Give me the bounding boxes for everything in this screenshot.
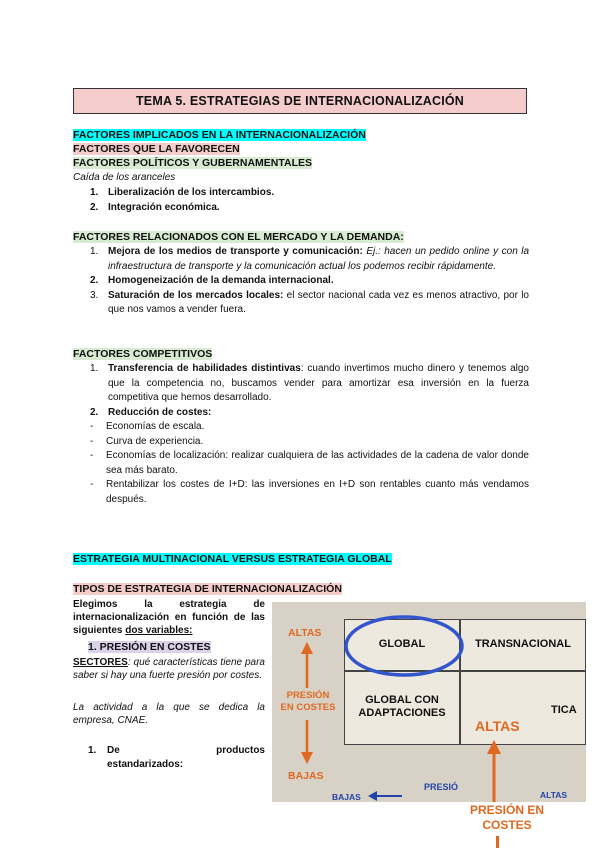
cell-tica: TICA	[551, 704, 577, 716]
label-bajas-left: BAJAS	[288, 770, 324, 782]
section-heading-competitivos: FACTORES COMPETITIVOS	[73, 348, 213, 360]
section-heading-multinacional: ESTRATEGIA MULTINACIONAL VERSUS ESTRATEGIA GLOBAL	[73, 553, 392, 565]
label-bajas-bottom: BAJAS	[332, 792, 361, 802]
list-item: 2. Integración económica.	[90, 201, 220, 213]
list-item: 1. Transferencia de habilidades distintivas: cuando invertimos mucho dinero y tenemos algo que la competencia no, buscamos vender para amortizar esa inversión en la fuerza competitiva que hemos desarrollado.	[90, 363, 529, 403]
list-competitivos	[73, 362, 529, 507]
list-mercado	[73, 245, 529, 318]
item-productos-estandarizados: 1. De productos estandarizados:	[88, 745, 265, 770]
label-presion-left: PRESIÓN EN COSTES	[280, 690, 336, 713]
dash-item: - Curva de experiencia.	[90, 435, 204, 447]
subheading-tipos: TIPOS DE ESTRATEGIA DE INTERNACIONALIZACIÓN	[73, 583, 342, 595]
dash-item: - Rentabilizar los costes de I+D: las inversiones en I+D son rentables cuanto más vendamos después.	[90, 479, 529, 505]
arrow-up-icon	[486, 740, 502, 802]
list-item: 2. Homogeneización de la demanda internacional.	[90, 275, 334, 286]
label-presion-bottom: PRESIÓN EN COSTES	[469, 803, 544, 832]
dash-item: - Economías de escala.	[90, 421, 205, 432]
cell-transnacional: TRANSNACIONAL	[475, 638, 571, 650]
paragraph-actividad: La actividad a la que se dedica la empresa, CNAE.	[73, 702, 265, 726]
arrow-down-icon	[300, 720, 314, 764]
strategy-matrix-figure	[272, 602, 586, 802]
list-item: 1. Liberalización de los intercambios.	[90, 187, 275, 198]
label-altas-mid: ALTAS	[475, 718, 520, 734]
arrow-left-icon	[368, 791, 402, 801]
section-heading-factores: FACTORES IMPLICADOS EN LA INTERNACIONALIZACIÓN	[73, 129, 366, 141]
arrow-stub	[496, 836, 499, 848]
highlight-circle	[342, 614, 466, 680]
paragraph-sectores: SECTORES: qué características tiene para saber si hay una fuerte presión por costes.	[73, 657, 265, 681]
note-aranceles: Caída de los aranceles	[73, 172, 176, 183]
label-altas-right: ALTAS	[540, 790, 568, 800]
cell-global-adaptaciones: GLOBAL CON ADAPTACIONES	[358, 694, 446, 719]
list-politicos	[73, 186, 529, 215]
paragraph-variables: Elegimos la estrategia de internacionalización en función de las siguientes dos variables:	[73, 599, 265, 636]
subheading-politicos: FACTORES POLÍTICOS Y GUBERNAMENTALES	[73, 157, 312, 169]
label-altas-top: ALTAS	[288, 627, 322, 639]
subheading-favorecen: FACTORES QUE LA FAVORECEN	[73, 143, 240, 155]
list-item: 2. Reducción de costes:	[90, 406, 212, 418]
page-title: TEMA 5. ESTRATEGIAS DE INTERNACIONALIZACIÓN	[73, 88, 527, 114]
section-heading-mercado: FACTORES RELACIONADOS CON EL MERCADO Y LA DEMANDA:	[73, 231, 404, 243]
item-presion-costes: 1. PRESIÓN EN COSTES	[88, 641, 211, 653]
label-presio: PRESIÓ	[424, 782, 459, 792]
arrow-up-icon	[300, 642, 314, 688]
list-item: 1. Mejora de los medios de transporte y comunicación: Ej.: hacen un pedido online y con la infraestructura de transporte y la comunicación actual los podemos recibir rápidamente.	[90, 246, 530, 272]
list-item: 3. Saturación de los mercados locales: el sector nacional cada vez es menos atractivo, por lo que nos vamos a vender fuera.	[90, 289, 529, 315]
dash-item: - Economías de localización: realizar cualquiera de las actividades de la cadena de valor donde sea más barato.	[90, 450, 529, 476]
cell-global: GLOBAL	[378, 638, 426, 650]
